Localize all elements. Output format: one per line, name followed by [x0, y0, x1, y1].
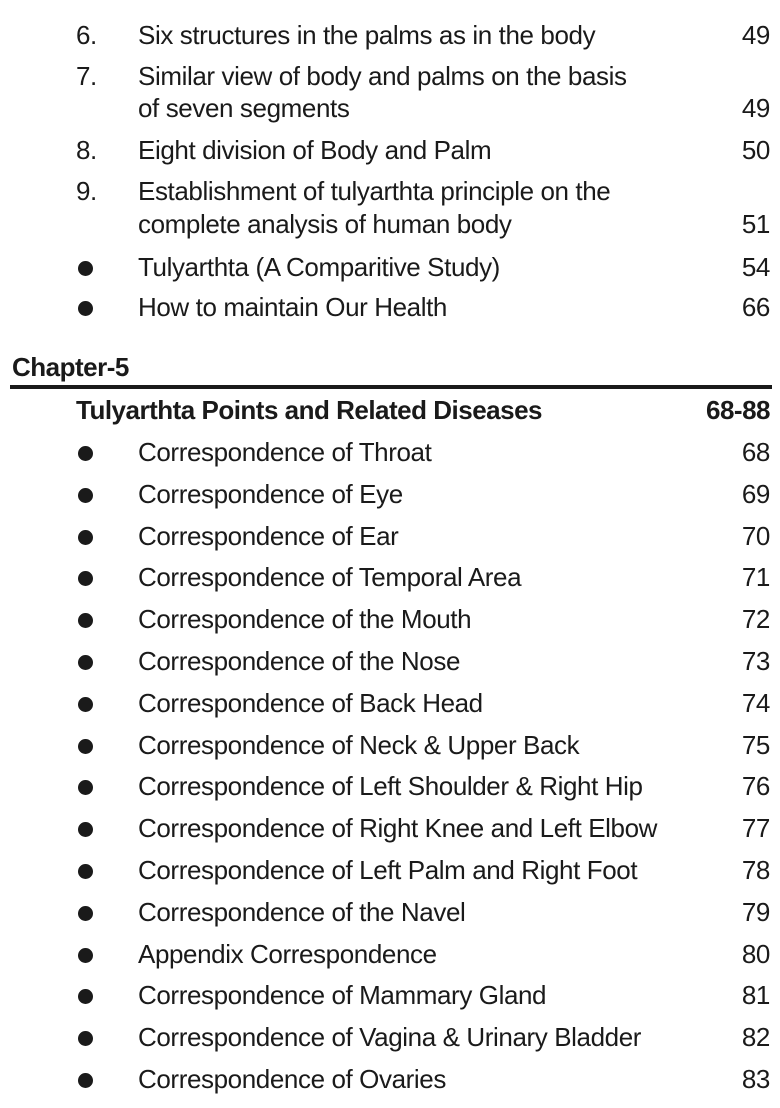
bullet-icon [78, 697, 93, 712]
entry-page: 54 [741, 252, 770, 282]
bullet-icon [78, 446, 93, 461]
entry-number: 7. [76, 61, 97, 91]
bullet-icon [78, 571, 93, 586]
entry-page: 81 [741, 980, 770, 1011]
entry-page: 51 [741, 209, 770, 239]
entry-title: Eight division of Body and Palm [138, 135, 492, 165]
chapter-pages: 68-88 [706, 395, 770, 425]
bullet-icon [78, 989, 93, 1004]
entry-title: Correspondence of Vagina & Urinary Bladder [138, 1022, 642, 1053]
bullet-icon [78, 906, 93, 921]
entry-page: 83 [741, 1064, 770, 1094]
entry-title: Correspondence of Temporal Area [138, 562, 522, 593]
entry-title: Establishment of tulyarthta principle on the [138, 176, 611, 206]
entry-page: 74 [741, 687, 770, 718]
entry-title: Correspondence of Ovaries [138, 1064, 446, 1094]
entry-title: Correspondence of Right Knee and Left Elbow [138, 813, 658, 844]
entry-title: Correspondence of Mammary Gland [138, 980, 547, 1011]
entry-title: How to maintain Our Health [138, 292, 447, 322]
entry-page: 79 [741, 896, 770, 927]
entry-page: 82 [741, 1022, 770, 1053]
entry-title: Correspondence of Left Shoulder & Right Hip [138, 771, 643, 802]
entry-page: 75 [741, 729, 770, 760]
bullet-icon [78, 261, 93, 276]
entry-title-line2: complete analysis of human body [138, 209, 512, 239]
entry-page: 76 [741, 771, 770, 802]
bullet-icon [78, 864, 93, 879]
bullet-icon [78, 739, 93, 754]
entry-title: Correspondence of Back Head [138, 687, 483, 718]
entry-number: 9. [76, 176, 97, 206]
bullet-icon [78, 301, 93, 316]
entry-title: Correspondence of Ear [138, 520, 399, 551]
entry-page: 69 [741, 478, 770, 509]
entry-title: Correspondence of Neck & Upper Back [138, 729, 580, 760]
bullet-icon [78, 488, 93, 503]
entry-page: 49 [741, 93, 770, 123]
entry-page: 66 [741, 292, 770, 322]
entry-number: 6. [76, 20, 97, 50]
bullet-icon [78, 530, 93, 545]
entry-page: 68 [741, 437, 770, 467]
bullet-icon [78, 613, 93, 628]
entry-title: Correspondence of Left Palm and Right Foot [138, 855, 638, 885]
bullet-icon [78, 1031, 93, 1046]
entry-title: Six structures in the palms as in the body [138, 20, 596, 50]
entry-page: 50 [741, 135, 770, 165]
entry-title-line2: of seven segments [138, 93, 350, 123]
entry-number: 8. [76, 135, 97, 165]
entry-title: Correspondence of the Nose [138, 646, 461, 676]
entry-page: 70 [741, 520, 770, 551]
bullet-icon [78, 948, 93, 963]
entry-title: Similar view of body and palms on the basis [138, 61, 627, 91]
entry-title: Correspondence of the Mouth [138, 604, 472, 635]
entry-page: 49 [741, 20, 770, 50]
entry-page: 73 [741, 646, 770, 676]
entry-page: 77 [741, 813, 770, 844]
bullet-icon [78, 1073, 93, 1088]
chapter-label: Chapter-5 [12, 352, 129, 382]
bullet-icon [78, 655, 93, 670]
entry-title: Correspondence of Eye [138, 478, 403, 509]
chapter-title: Tulyarthta Points and Related Diseases [76, 395, 542, 425]
entry-title: Correspondence of the Navel [138, 896, 466, 927]
entry-title: Correspondence of Throat [138, 437, 432, 467]
entry-page: 71 [741, 562, 770, 593]
entry-page: 80 [741, 938, 770, 969]
entry-page: 72 [741, 604, 770, 635]
bullet-icon [78, 822, 93, 837]
entry-title: Tulyarthta (A Comparitive Study) [138, 252, 500, 282]
chapter-divider [10, 385, 772, 389]
entry-page: 78 [741, 855, 770, 885]
entry-title: Appendix Correspondence [138, 938, 437, 969]
bullet-icon [78, 780, 93, 795]
